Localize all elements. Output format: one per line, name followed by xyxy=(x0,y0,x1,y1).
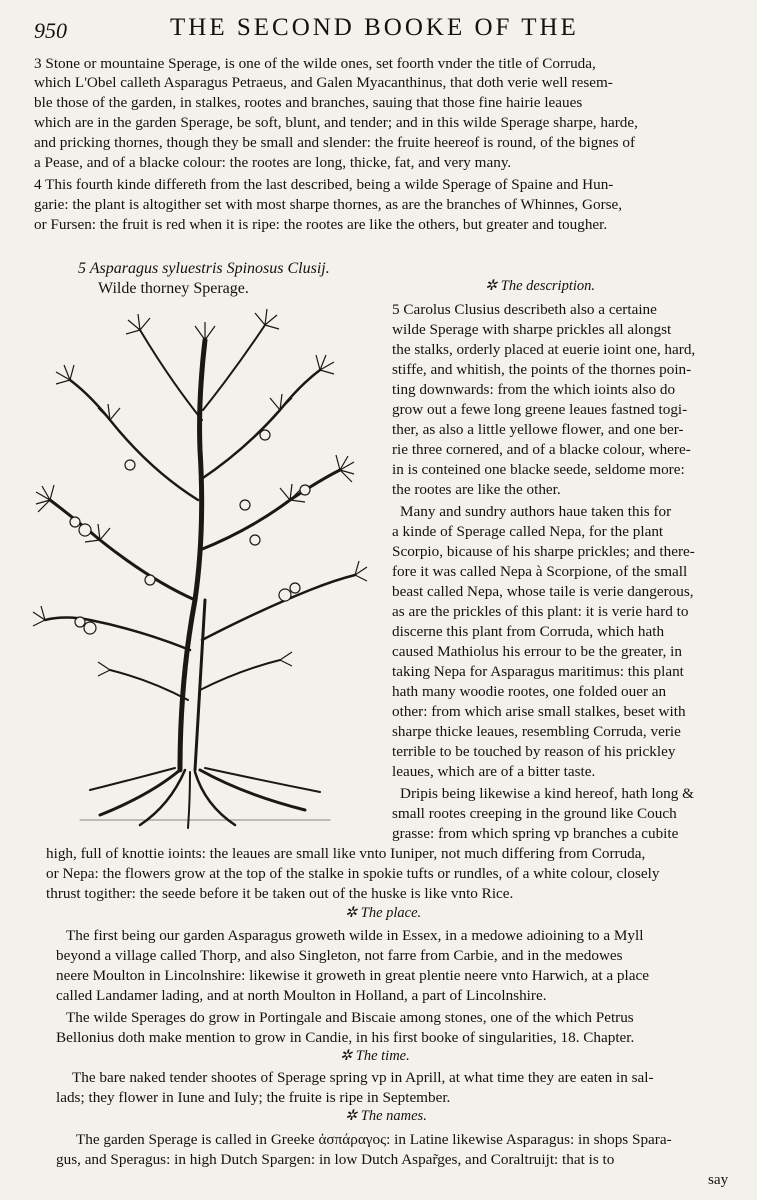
text-line: The bare naked tender shootes of Sperage spring vp in Aprill, at what time they are eaten in sal- xyxy=(72,1069,654,1086)
time-heading: ✲ The time. xyxy=(340,1048,410,1064)
text-line: discerne this plant from Corruda, which hath xyxy=(392,623,665,640)
running-head: THE SECOND BOOKE OF THE xyxy=(170,14,579,41)
text-line: say xyxy=(708,1171,729,1188)
text-line: wilde Sperage with sharpe prickles all alongst xyxy=(392,321,672,338)
text-line: ther, as also a little yellowe flower, and one ber- xyxy=(392,421,684,438)
names-heading: ✲ The names. xyxy=(345,1108,427,1124)
text-line: high, full of knottie ioints: the leaues are small like vnto Iuniper, not much differing from Corruda, xyxy=(46,845,646,862)
text-line: a kinde of Sperage called Nepa, for the plant xyxy=(392,523,664,540)
text-line: the stalks, orderly placed at euerie ioint one, hard, xyxy=(392,341,696,358)
text-line: grow out a fewe long greene leaues fastned togi- xyxy=(392,401,688,418)
text-line: The wilde Sperages do grow in Portingale and Biscaie among stones, one of the which Petrus xyxy=(66,1009,634,1026)
text-line: Scorpio, bicause of his sharpe prickles; and there- xyxy=(392,543,695,560)
text-line: which are in the garden Sperage, be soft, blunt, and tender; and in this wilde Sperage sharpe, harde, xyxy=(34,114,638,131)
text-line: taking Nepa for Asparagus maritimus: this plant xyxy=(392,663,684,680)
text-line: or Nepa: the flowers grow at the top of the stalke in spokie tufts or rundles, of a white colour, closely xyxy=(46,865,660,882)
text-line: small rootes creeping in the ground like Couch xyxy=(392,805,677,822)
text-line: hath many woodie rootes, one folded ouer an xyxy=(392,683,667,700)
text-line: or Fursen: the fruit is red when it is ripe: the rootes are like the others, but greater and tougher. xyxy=(34,216,608,233)
text-line: ble those of the garden, in stalkes, rootes and branches, sauing that those fine hairie leaues xyxy=(34,94,583,111)
text-line: other: from which arise small stalkes, beset with xyxy=(392,703,686,720)
text-line: grasse: from which spring vp branches a cubite xyxy=(392,825,679,842)
text-line: thrust togither: the seede before it be taken out of the huske is like vnto Rice. xyxy=(46,885,514,902)
place-heading: ✲ The place. xyxy=(345,905,422,921)
text-line: Dripis being likewise a kind hereof, hath long & xyxy=(400,785,694,802)
text-line: stiffe, and whitish, the points of the thornes poin- xyxy=(392,361,692,378)
text-line: 5 Carolus Clusius describeth also a certaine xyxy=(392,301,657,318)
text-line: sharpe thicke leaues, resembling Corruda, verie xyxy=(392,723,681,740)
text-line: fore it was called Nepa à Scorpione, of the small xyxy=(392,563,688,580)
text-line: terrible to be touched by reason of his prickley xyxy=(392,743,676,760)
text-line: neere Moulton in Lincolnshire: likewise it groweth in great plentie neere vnto Harwich, at a place xyxy=(56,967,649,984)
woodcut-illustration xyxy=(30,300,370,840)
text-line: in is conteined one blacke seede, seldome more: xyxy=(392,461,685,478)
text-line: Many and sundry authors haue taken this for xyxy=(400,503,672,520)
text-line: 4 This fourth kinde differeth from the last described, being a wilde Sperage of Spaine and Hun- xyxy=(34,176,614,193)
text-line: a Pease, and of a blacke colour: the rootes are long, thicke, fat, and very many. xyxy=(34,154,512,171)
text-line: which L'Obel calleth Asparagus Petraeus, and Galen Myacanthinus, that doth verie well resem- xyxy=(34,74,613,91)
text-line: The garden Sperage is called in Greeke ἀσπάραγος: in Latine likewise Asparagus: in shops Spara- xyxy=(76,1131,672,1148)
page-number: 950 xyxy=(34,18,67,43)
text-line: rie three cornered, and of a blacke colour, where- xyxy=(392,441,691,458)
text-line: and pricking thornes, though they be small and slender: the fruite heereof is round, of the bignes of xyxy=(34,134,636,151)
text-line: caused Mathiolus his errour to be the greater, in xyxy=(392,643,682,660)
text-line: The first being our garden Asparagus groweth wilde in Essex, in a medowe adioining to a Myll xyxy=(66,927,644,944)
description-heading: ✲ The description. xyxy=(485,278,596,294)
text-line: garie: the plant is altogither set with most sharpe thornes, as are the branches of Whinnes, Gorse, xyxy=(34,196,623,213)
text-line: lads; they flower in Iune and Iuly; the fruite is ripe in September. xyxy=(56,1089,451,1106)
text-line: called Landamer lading, and at north Moulton in Holland, a part of Lincolnshire. xyxy=(56,987,547,1004)
figure-caption-latin: 5 Asparagus syluestris Spinosus Clusij. xyxy=(78,260,330,277)
text-line: as are the prickles of this plant: it is verie hard to xyxy=(392,603,689,620)
text-line: the rootes are like the other. xyxy=(392,481,561,498)
text-line: beast called Nepa, whose taile is verie dangerous, xyxy=(392,583,694,600)
text-line: gus, and Speragus: in high Dutch Spargen: in low Dutch Aspar̃ges, and Coraltruijt: that is to xyxy=(56,1151,615,1168)
text-line: beyond a village called Thorp, and also Singleton, not farre from Carbie, and in the medowes xyxy=(56,947,623,964)
text-line: Bellonius doth make mention to grow in Candie, in his first booke of singularities, 18. Chapter. xyxy=(56,1029,635,1046)
text-line: leaues, which are of a bitter taste. xyxy=(392,763,596,780)
figure-caption-english: Wilde thorney Sperage. xyxy=(98,280,249,297)
text-line: ting downwards: from the which ioints also do xyxy=(392,381,676,398)
text-line: 3 Stone or mountaine Sperage, is one of the wilde ones, set foorth vnder the title of Corruda, xyxy=(34,55,596,72)
